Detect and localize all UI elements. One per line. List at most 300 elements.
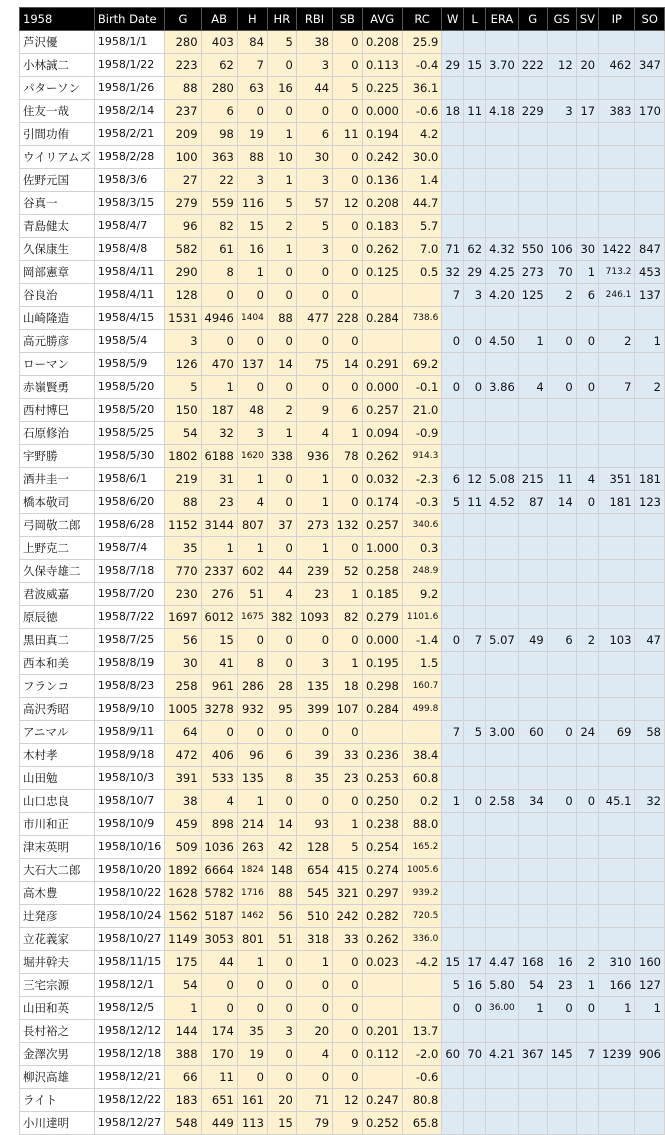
player-name-cell: ローマン <box>20 353 95 376</box>
home-runs-cell: 42 <box>267 836 296 859</box>
stolen-bases-cell: 33 <box>333 744 362 767</box>
stolen-bases-cell: 0 <box>333 790 362 813</box>
home-runs-cell: 382 <box>267 606 296 629</box>
era-cell <box>486 353 519 376</box>
at-bats-cell: 170 <box>201 1043 237 1066</box>
pitch-games-cell <box>518 606 547 629</box>
avg-cell: 0.225 <box>362 77 402 100</box>
stolen-bases-cell: 6 <box>333 399 362 422</box>
strikeouts-cell: 47 <box>635 629 665 652</box>
innings-cell <box>599 31 635 54</box>
table-row <box>20 744 665 767</box>
games-cell: 5 <box>165 376 201 399</box>
rbi-cell: 75 <box>296 353 332 376</box>
strikeouts-cell <box>635 583 665 606</box>
era-cell <box>486 31 519 54</box>
innings-cell <box>599 928 635 951</box>
games-cell: 1562 <box>165 905 201 928</box>
games-cell: 1149 <box>165 928 201 951</box>
avg-cell: 0.291 <box>362 353 402 376</box>
table-row <box>20 284 665 307</box>
pitch-games-cell <box>518 307 547 330</box>
home-runs-cell: 10 <box>267 146 296 169</box>
innings-cell: 45.1 <box>599 790 635 813</box>
rbi-cell: 3 <box>296 238 332 261</box>
games-cell: 126 <box>165 353 201 376</box>
wins-cell <box>442 698 464 721</box>
home-runs-cell: 0 <box>267 100 296 123</box>
avg-cell <box>362 1066 402 1089</box>
rbi-cell: 0 <box>296 997 332 1020</box>
table-row <box>20 928 665 951</box>
rc-cell: 0.3 <box>402 537 441 560</box>
at-bats-cell: 98 <box>201 123 237 146</box>
birth-date-cell: 1958/12/12 <box>94 1020 164 1043</box>
wins-cell <box>442 169 464 192</box>
birth-date-cell: 1958/5/30 <box>94 445 164 468</box>
innings-cell <box>599 583 635 606</box>
wins-cell <box>442 445 464 468</box>
games-started-cell <box>547 31 576 54</box>
wins-cell: 0 <box>442 330 464 353</box>
at-bats-cell: 5782 <box>201 882 237 905</box>
losses-cell: 15 <box>464 54 486 77</box>
avg-cell: 0.208 <box>362 192 402 215</box>
rc-cell: 340.6 <box>402 514 441 537</box>
saves-cell: 1 <box>576 974 598 997</box>
player-name-cell: 原辰徳 <box>20 606 95 629</box>
rbi-cell: 0 <box>296 261 332 284</box>
avg-cell: 0.094 <box>362 422 402 445</box>
table-row <box>20 353 665 376</box>
saves-cell <box>576 537 598 560</box>
rc-cell: 30.0 <box>402 146 441 169</box>
strikeouts-cell <box>635 813 665 836</box>
player-name-cell: 宇野勝 <box>20 445 95 468</box>
rbi-cell: 0 <box>296 330 332 353</box>
strikeouts-cell <box>635 882 665 905</box>
games-started-cell <box>547 123 576 146</box>
innings-cell <box>599 399 635 422</box>
birth-date-cell: 1958/2/14 <box>94 100 164 123</box>
home-runs-cell: 0 <box>267 629 296 652</box>
table-row <box>20 583 665 606</box>
saves-cell <box>576 675 598 698</box>
table-row <box>20 54 665 77</box>
era-cell <box>486 192 519 215</box>
at-bats-cell: 961 <box>201 675 237 698</box>
home-runs-cell: 1 <box>267 123 296 146</box>
hits-cell: 0 <box>237 330 267 353</box>
stolen-bases-cell: 23 <box>333 767 362 790</box>
innings-cell <box>599 307 635 330</box>
player-name-cell: 酒井圭一 <box>20 468 95 491</box>
games-cell: 56 <box>165 629 201 652</box>
birth-date-cell: 1958/2/21 <box>94 123 164 146</box>
rc-cell: -0.9 <box>402 422 441 445</box>
strikeouts-cell <box>635 514 665 537</box>
games-started-cell <box>547 1089 576 1112</box>
innings-cell <box>599 1089 635 1112</box>
header-rc: RC <box>402 8 441 31</box>
saves-cell: 0 <box>576 491 598 514</box>
rc-cell: 69.2 <box>402 353 441 376</box>
stolen-bases-cell: 0 <box>333 54 362 77</box>
games-started-cell: 145 <box>547 1043 576 1066</box>
player-name-cell: 金澤次男 <box>20 1043 95 1066</box>
rc-cell: 36.1 <box>402 77 441 100</box>
pitch-games-cell <box>518 123 547 146</box>
at-bats-cell: 31 <box>201 468 237 491</box>
losses-cell: 11 <box>464 100 486 123</box>
home-runs-cell: 2 <box>267 215 296 238</box>
innings-cell: 713.2 <box>599 261 635 284</box>
birth-date-cell: 1958/1/1 <box>94 31 164 54</box>
saves-cell <box>576 422 598 445</box>
losses-cell <box>464 905 486 928</box>
player-name-cell: 青島健太 <box>20 215 95 238</box>
pitch-games-cell <box>518 652 547 675</box>
at-bats-cell: 174 <box>201 1020 237 1043</box>
losses-cell: 11 <box>464 491 486 514</box>
era-cell: 2.58 <box>486 790 519 813</box>
birth-date-cell: 1958/10/7 <box>94 790 164 813</box>
games-cell: 472 <box>165 744 201 767</box>
stolen-bases-cell: 0 <box>333 100 362 123</box>
hits-cell: 1 <box>237 790 267 813</box>
strikeouts-cell <box>635 1020 665 1043</box>
games-started-cell: 0 <box>547 330 576 353</box>
table-row <box>20 238 665 261</box>
wins-cell <box>442 399 464 422</box>
games-started-cell <box>547 307 576 330</box>
pitch-games-cell <box>518 583 547 606</box>
home-runs-cell: 0 <box>267 537 296 560</box>
pitch-games-cell: 229 <box>518 100 547 123</box>
rc-cell: 38.4 <box>402 744 441 767</box>
home-runs-cell: 15 <box>267 1112 296 1135</box>
stolen-bases-cell: 1 <box>333 813 362 836</box>
wins-cell <box>442 123 464 146</box>
at-bats-cell: 0 <box>201 284 237 307</box>
birth-date-cell: 1958/1/22 <box>94 54 164 77</box>
games-cell: 96 <box>165 215 201 238</box>
games-started-cell <box>547 560 576 583</box>
strikeouts-cell <box>635 928 665 951</box>
losses-cell <box>464 422 486 445</box>
stolen-bases-cell: 82 <box>333 606 362 629</box>
strikeouts-cell <box>635 399 665 422</box>
table-row <box>20 652 665 675</box>
strikeouts-cell <box>635 698 665 721</box>
at-bats-cell: 32 <box>201 422 237 445</box>
saves-cell <box>576 123 598 146</box>
saves-cell: 1 <box>576 261 598 284</box>
table-row <box>20 192 665 215</box>
strikeouts-cell <box>635 859 665 882</box>
hits-cell: 1 <box>237 537 267 560</box>
era-cell <box>486 836 519 859</box>
rbi-cell: 128 <box>296 836 332 859</box>
at-bats-cell: 276 <box>201 583 237 606</box>
home-runs-cell: 0 <box>267 468 296 491</box>
hits-cell: 1716 <box>237 882 267 905</box>
saves-cell: 20 <box>576 54 598 77</box>
rc-cell <box>402 721 441 744</box>
birth-date-cell: 1958/7/25 <box>94 629 164 652</box>
table-row <box>20 1112 665 1135</box>
stolen-bases-cell: 52 <box>333 560 362 583</box>
rbi-cell: 44 <box>296 77 332 100</box>
saves-cell <box>576 31 598 54</box>
table-row <box>20 422 665 445</box>
losses-cell <box>464 1066 486 1089</box>
saves-cell: 0 <box>576 997 598 1020</box>
games-started-cell <box>547 859 576 882</box>
strikeouts-cell <box>635 560 665 583</box>
stolen-bases-cell: 0 <box>333 1066 362 1089</box>
rbi-cell: 318 <box>296 928 332 951</box>
rbi-cell: 399 <box>296 698 332 721</box>
rbi-cell: 273 <box>296 514 332 537</box>
home-runs-cell: 0 <box>267 376 296 399</box>
wins-cell <box>442 307 464 330</box>
hits-cell: 137 <box>237 353 267 376</box>
pitch-games-cell <box>518 675 547 698</box>
saves-cell <box>576 1089 598 1112</box>
avg-cell: 0.257 <box>362 514 402 537</box>
era-cell: 4.32 <box>486 238 519 261</box>
games-started-cell <box>547 1112 576 1135</box>
player-name-cell: フランコ <box>20 675 95 698</box>
rc-cell: 9.2 <box>402 583 441 606</box>
rc-cell: 1.4 <box>402 169 441 192</box>
table-row <box>20 767 665 790</box>
games-started-cell: 2 <box>547 284 576 307</box>
rbi-cell: 239 <box>296 560 332 583</box>
losses-cell <box>464 744 486 767</box>
innings-cell <box>599 1112 635 1135</box>
games-cell: 88 <box>165 491 201 514</box>
games-cell: 509 <box>165 836 201 859</box>
strikeouts-cell <box>635 1112 665 1135</box>
wins-cell <box>442 882 464 905</box>
innings-cell: 181 <box>599 491 635 514</box>
innings-cell <box>599 560 635 583</box>
games-started-cell <box>547 767 576 790</box>
saves-cell <box>576 652 598 675</box>
birth-date-cell: 1958/10/27 <box>94 928 164 951</box>
rc-cell: 0.2 <box>402 790 441 813</box>
table-row <box>20 905 665 928</box>
saves-cell <box>576 1066 598 1089</box>
home-runs-cell: 148 <box>267 859 296 882</box>
games-started-cell <box>547 813 576 836</box>
era-cell <box>486 767 519 790</box>
losses-cell <box>464 215 486 238</box>
strikeouts-cell: 170 <box>635 100 665 123</box>
rc-cell: 13.7 <box>402 1020 441 1043</box>
hits-cell: 15 <box>237 215 267 238</box>
pitch-games-cell <box>518 399 547 422</box>
avg-cell: 0.236 <box>362 744 402 767</box>
table-row <box>20 560 665 583</box>
innings-cell <box>599 123 635 146</box>
games-started-cell <box>547 583 576 606</box>
at-bats-cell: 403 <box>201 31 237 54</box>
at-bats-cell: 22 <box>201 169 237 192</box>
losses-cell <box>464 399 486 422</box>
era-cell <box>486 514 519 537</box>
stolen-bases-cell: 0 <box>333 215 362 238</box>
pitch-games-cell <box>518 836 547 859</box>
games-cell: 54 <box>165 974 201 997</box>
pitch-games-cell <box>518 744 547 767</box>
table-row <box>20 31 665 54</box>
rc-cell: 88.0 <box>402 813 441 836</box>
rc-cell: 939.2 <box>402 882 441 905</box>
player-name-cell: 弓岡敬二郎 <box>20 514 95 537</box>
wins-cell: 60 <box>442 1043 464 1066</box>
hits-cell: 0 <box>237 629 267 652</box>
birth-date-cell: 1958/5/9 <box>94 353 164 376</box>
strikeouts-cell: 906 <box>635 1043 665 1066</box>
strikeouts-cell: 127 <box>635 974 665 997</box>
rbi-cell: 0 <box>296 790 332 813</box>
rc-cell: 336.0 <box>402 928 441 951</box>
at-bats-cell: 6 <box>201 100 237 123</box>
saves-cell <box>576 146 598 169</box>
rc-cell: 738.6 <box>402 307 441 330</box>
hits-cell: 113 <box>237 1112 267 1135</box>
losses-cell <box>464 1020 486 1043</box>
rc-cell: -1.4 <box>402 629 441 652</box>
stolen-bases-cell: 0 <box>333 284 362 307</box>
era-cell <box>486 1089 519 1112</box>
games-cell: 582 <box>165 238 201 261</box>
rc-cell: -0.4 <box>402 54 441 77</box>
era-cell <box>486 606 519 629</box>
rbi-cell: 1 <box>296 537 332 560</box>
at-bats-cell: 651 <box>201 1089 237 1112</box>
birth-date-cell: 1958/12/21 <box>94 1066 164 1089</box>
strikeouts-cell <box>635 652 665 675</box>
wins-cell <box>442 146 464 169</box>
table-row <box>20 606 665 629</box>
rbi-cell: 39 <box>296 744 332 767</box>
games-cell: 1152 <box>165 514 201 537</box>
pitch-games-cell: 1 <box>518 997 547 1020</box>
games-started-cell: 14 <box>547 491 576 514</box>
saves-cell: 0 <box>576 376 598 399</box>
saves-cell <box>576 1020 598 1043</box>
era-cell <box>486 928 519 951</box>
home-runs-cell: 0 <box>267 1066 296 1089</box>
avg-cell: 0.279 <box>362 606 402 629</box>
innings-cell: 7 <box>599 376 635 399</box>
home-runs-cell: 0 <box>267 261 296 284</box>
avg-cell: 0.023 <box>362 951 402 974</box>
home-runs-cell: 0 <box>267 997 296 1020</box>
at-bats-cell: 4 <box>201 790 237 813</box>
header-at-bats: AB <box>201 8 237 31</box>
wins-cell: 6 <box>442 468 464 491</box>
wins-cell <box>442 1112 464 1135</box>
rc-cell: 160.7 <box>402 675 441 698</box>
wins-cell: 15 <box>442 951 464 974</box>
rc-cell: -0.1 <box>402 376 441 399</box>
home-runs-cell: 0 <box>267 1043 296 1066</box>
wins-cell: 7 <box>442 284 464 307</box>
losses-cell <box>464 882 486 905</box>
hits-cell: 1 <box>237 261 267 284</box>
era-cell <box>486 422 519 445</box>
saves-cell <box>576 307 598 330</box>
strikeouts-cell <box>635 905 665 928</box>
wins-cell <box>442 813 464 836</box>
innings-cell <box>599 215 635 238</box>
rc-cell: 914.3 <box>402 445 441 468</box>
table-row <box>20 675 665 698</box>
wins-cell <box>442 353 464 376</box>
home-runs-cell: 0 <box>267 284 296 307</box>
header-year: 1958 <box>20 8 95 31</box>
header-losses: L <box>464 8 486 31</box>
games-cell: 258 <box>165 675 201 698</box>
avg-cell: 0.262 <box>362 928 402 951</box>
games-started-cell <box>547 836 576 859</box>
player-name-cell: 山田勉 <box>20 767 95 790</box>
rc-cell: 65.8 <box>402 1112 441 1135</box>
header-games-started: GS <box>547 8 576 31</box>
games-cell: 88 <box>165 77 201 100</box>
saves-cell <box>576 560 598 583</box>
hits-cell: 51 <box>237 583 267 606</box>
games-started-cell <box>547 537 576 560</box>
birth-date-cell: 1958/10/3 <box>94 767 164 790</box>
era-cell: 3.86 <box>486 376 519 399</box>
stolen-bases-cell: 14 <box>333 353 362 376</box>
pitch-games-cell <box>518 169 547 192</box>
stolen-bases-cell: 0 <box>333 468 362 491</box>
innings-cell <box>599 882 635 905</box>
at-bats-cell: 4946 <box>201 307 237 330</box>
table-row <box>20 491 665 514</box>
header-home-runs: HR <box>267 8 296 31</box>
birth-date-cell: 1958/4/8 <box>94 238 164 261</box>
strikeouts-cell: 347 <box>635 54 665 77</box>
wins-cell <box>442 836 464 859</box>
birth-date-cell: 1958/4/15 <box>94 307 164 330</box>
home-runs-cell: 0 <box>267 652 296 675</box>
hits-cell: 0 <box>237 284 267 307</box>
wins-cell: 29 <box>442 54 464 77</box>
games-cell: 30 <box>165 652 201 675</box>
avg-cell: 0.125 <box>362 261 402 284</box>
at-bats-cell: 6012 <box>201 606 237 629</box>
losses-cell <box>464 928 486 951</box>
player-name-cell: 山田和英 <box>20 997 95 1020</box>
stolen-bases-cell: 321 <box>333 882 362 905</box>
stolen-bases-cell: 132 <box>333 514 362 537</box>
header-hits: H <box>237 8 267 31</box>
home-runs-cell: 0 <box>267 330 296 353</box>
wins-cell: 5 <box>442 974 464 997</box>
birth-date-cell: 1958/10/20 <box>94 859 164 882</box>
games-started-cell <box>547 652 576 675</box>
header-era: ERA <box>486 8 519 31</box>
losses-cell: 62 <box>464 238 486 261</box>
